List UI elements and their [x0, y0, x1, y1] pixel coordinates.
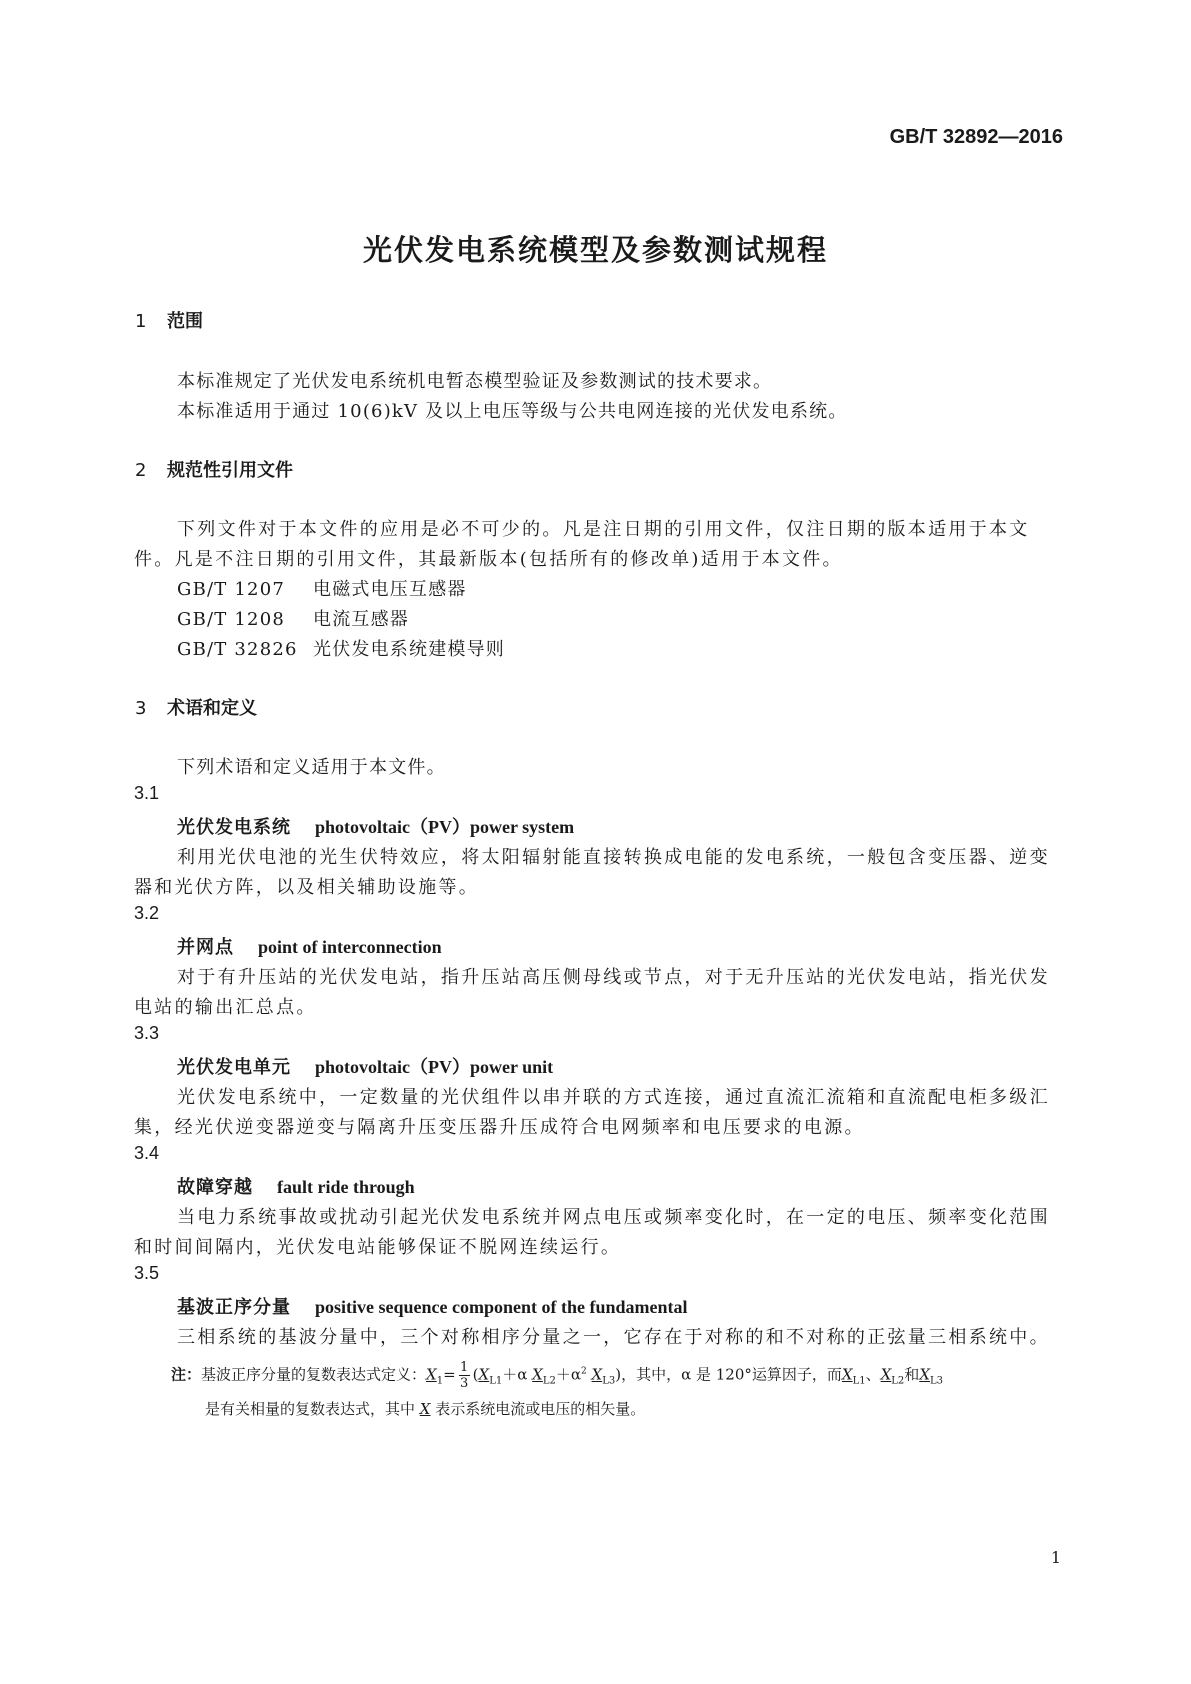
formula-superscript: 2: [581, 1366, 587, 1377]
term-heading: [177, 1053, 553, 1079]
section-number: 3: [135, 698, 147, 719]
formula-term: ＋α: [555, 1365, 581, 1384]
reference-title: 光伏发电系统建模导则: [313, 639, 505, 660]
formula-var: X: [880, 1365, 892, 1384]
paragraph-line: 下列文件对于本文件的应用是必不可少的。凡是注日期的引用文件，仅注日期的版本适用于本文: [177, 519, 1030, 540]
note-text: 和: [904, 1365, 920, 1384]
formula-subscript: L3: [602, 1375, 616, 1387]
section-title: 术语和定义: [167, 698, 257, 719]
note-prefix: 基波正序分量的复数表达式定义：: [201, 1365, 427, 1384]
term-heading: [177, 1173, 415, 1199]
term-en: photovoltaic（PV）power unit: [315, 1057, 554, 1077]
definition-line: 三相系统的基波分量中，三个对称相序分量之一，它存在于对称的和不对称的正弦量三相系统中。: [177, 1327, 1050, 1348]
section-heading-1: [135, 307, 203, 333]
note-line-1: [171, 1360, 943, 1391]
formula-fraction: [459, 1360, 470, 1391]
definition-line: 和时间间隔内，光伏发电站能够保证不脱网连续运行。: [134, 1237, 622, 1258]
formula-var: X: [426, 1365, 437, 1384]
section-title: 规范性引用文件: [167, 460, 293, 481]
formula-var: X: [532, 1365, 543, 1384]
term-heading: [177, 813, 574, 839]
definition-line: 器和光伏方阵，以及相关辅助设施等。: [134, 877, 480, 898]
formula-open: (: [472, 1365, 479, 1384]
paragraph: 本标准适用于通过 10(6)kV 及以上电压等级与公共电网连接的光伏发电系统。: [177, 401, 848, 422]
reference-code: GB/T 1207: [177, 579, 286, 600]
clause-number: 3.4: [134, 1143, 160, 1163]
definition-line: 集，经光伏逆变器逆变与隔离升压变压器升压成符合电网频率和电压要求的电源。: [134, 1117, 865, 1138]
formula-subscript: L1: [489, 1375, 503, 1387]
reference-item: [177, 575, 467, 601]
definition-line: 利用光伏电池的光生伏特效应，将太阳辐射能直接转换成电能的发电系统，一般包含变压器、逆变: [177, 847, 1050, 868]
formula-term: ＋α: [502, 1365, 528, 1384]
clause-number: 3.5: [134, 1263, 160, 1283]
definition-line: 光伏发电系统中，一定数量的光伏组件以串并联的方式连接，通过直流汇流箱和直流配电柜多级汇: [177, 1087, 1050, 1108]
paragraph: 下列术语和定义适用于本文件。: [177, 757, 446, 778]
standard-number: GB/T 32892—2016: [889, 126, 1063, 148]
formula-var: X: [419, 1400, 431, 1418]
formula-subscript: L1: [852, 1375, 866, 1387]
formula-subscript: L2: [542, 1375, 556, 1387]
fraction-numerator: 1: [460, 1360, 469, 1375]
definition-line: 当电力系统事故或扰动引起光伏发电系统并网点电压或频率变化时，在一定的电压、频率变化范围: [177, 1207, 1050, 1228]
page-title: 光伏发电系统模型及参数测试规程: [362, 233, 828, 267]
term-zh: 光伏发电单元: [177, 1057, 291, 1078]
formula-var: X: [841, 1365, 853, 1384]
clause-number: 3.2: [134, 903, 160, 923]
reference-item: [177, 635, 505, 661]
reference-item: [177, 605, 409, 631]
term-heading: [177, 933, 442, 959]
paragraph: 本标准规定了光伏发电系统机电暂态模型验证及参数测试的技术要求。: [177, 371, 773, 392]
definition-line: 电站的输出汇总点。: [134, 997, 317, 1018]
formula-subscript: 1: [436, 1375, 444, 1387]
note-text: 是有关相量的复数表达式，其中: [205, 1400, 416, 1418]
clause-number: 3.1: [134, 783, 160, 803]
reference-code: GB/T 1208: [177, 609, 286, 630]
formula-subscript: L3: [930, 1375, 944, 1387]
section-heading-3: [135, 694, 257, 720]
formula-eq: =: [443, 1365, 456, 1384]
formula-var: X: [591, 1365, 603, 1384]
term-heading: [177, 1293, 688, 1319]
page-number: 1: [1050, 1548, 1061, 1567]
reference-title: 电磁式电压互感器: [313, 579, 467, 600]
paragraph-line: 件。凡是不注日期的引用文件，其最新版本(包括所有的修改单)适用于本文件。: [134, 549, 843, 570]
term-en: point of interconnection: [258, 937, 442, 957]
note-label: 注：: [171, 1365, 202, 1384]
term-en: fault ride through: [277, 1177, 415, 1197]
clause-number: 3.3: [134, 1023, 160, 1043]
definition-line: 对于有升压站的光伏发电站，指升压站高压侧母线或节点，对于无升压站的光伏发电站，指光伏发: [177, 967, 1050, 988]
formula-var: X: [919, 1365, 930, 1384]
section-title: 范围: [167, 311, 203, 332]
reference-title: 电流互感器: [313, 609, 409, 630]
term-zh: 并网点: [177, 937, 234, 958]
note-text: )，其中，α 是 120°运算因子，而: [615, 1365, 842, 1384]
fraction-denominator: 3: [460, 1376, 469, 1391]
note-line-2: [205, 1398, 645, 1419]
term-zh: 光伏发电系统: [177, 817, 291, 838]
note-text: 、: [865, 1365, 881, 1384]
formula-var: X: [478, 1365, 490, 1384]
reference-code: GB/T 32826: [177, 639, 298, 660]
section-number: 1: [135, 311, 147, 332]
formula-subscript: L2: [891, 1375, 905, 1387]
section-number: 2: [135, 460, 147, 481]
note-text: 表示系统电流或电压的相矢量。: [435, 1400, 646, 1418]
term-zh: 故障穿越: [177, 1177, 253, 1198]
term-zh: 基波正序分量: [177, 1297, 291, 1318]
section-heading-2: [135, 456, 293, 482]
term-en: photovoltaic（PV）power system: [315, 817, 575, 837]
term-en: positive sequence component of the fundamental: [315, 1297, 688, 1317]
